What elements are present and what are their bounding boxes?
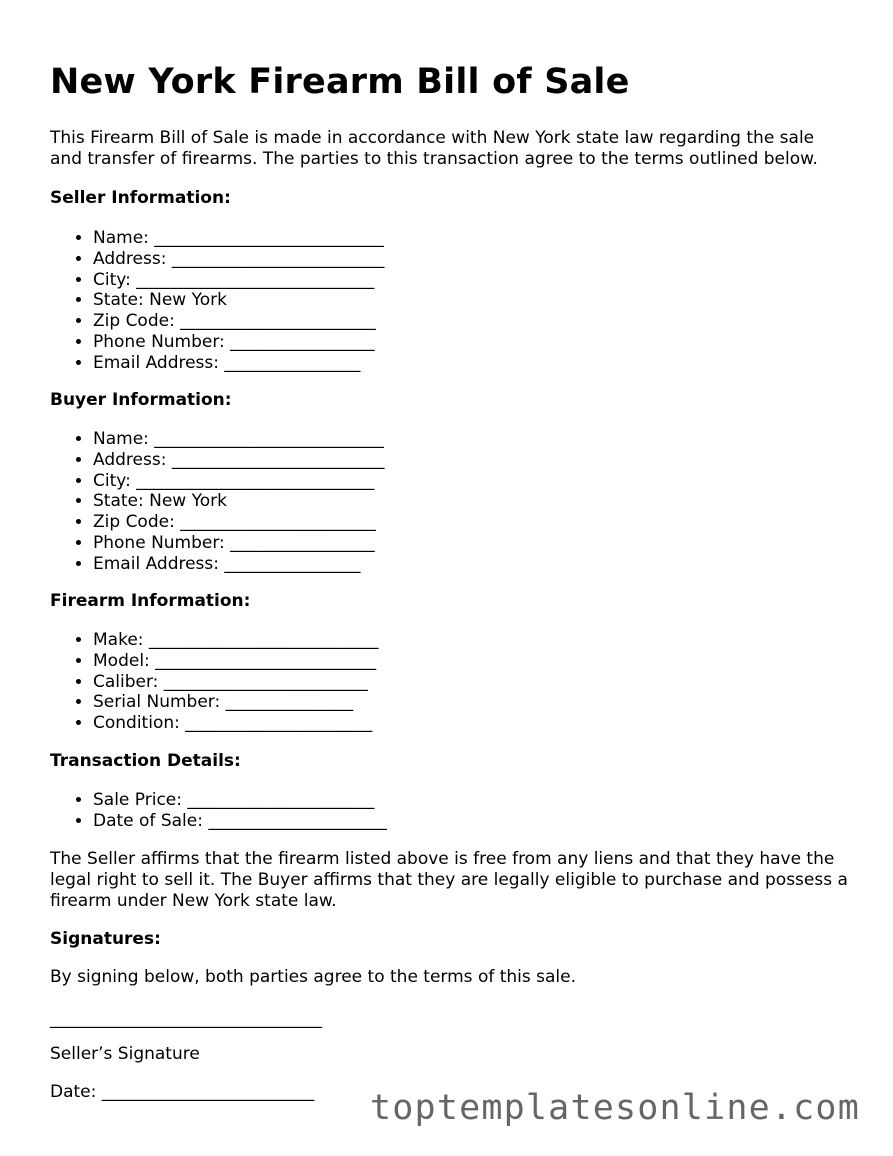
buyer-email-field: • Email Address: ________________ [93,554,384,575]
document-title: New York Firearm Bill of Sale [50,62,630,102]
buyer-address-field: • Address: _________________________ [93,450,384,471]
seller-signature-line: ________________________________ [50,1009,322,1029]
seller-name-field: • Name: ___________________________ [93,228,384,249]
signatures-heading: Signatures: [50,929,161,949]
sale-price-field: • Sale Price: ______________________ [93,790,387,811]
seller-state-field: • State: New York [93,290,384,311]
firearm-field-list [50,630,378,734]
seller-phone-field: • Phone Number: _________________ [93,332,384,353]
buyer-heading: Buyer Information: [50,390,232,410]
signing-statement: By signing below, both parties agree to the terms of this sale. [50,967,577,987]
intro-paragraph: This Firearm Bill of Sale is made in accordance with New York state law regarding the sale and transfer of firearms. The parties to this transaction agree to the terms outlined below. [50,128,818,169]
buyer-field-list [50,429,384,575]
buyer-city-field: • City: ____________________________ [93,471,384,492]
sale-date-field: • Date of Sale: _____________________ [93,811,387,832]
firearm-caliber-field: • Caliber: ________________________ [93,672,378,693]
buyer-zip-field: • Zip Code: _______________________ [93,512,384,533]
seller-email-field: • Email Address: ________________ [93,353,384,374]
seller-heading: Seller Information: [50,188,231,208]
seller-city-field: • City: ____________________________ [93,270,384,291]
firearm-make-field: • Make: ___________________________ [93,630,378,651]
seller-address-field: • Address: _________________________ [93,249,384,270]
buyer-state-field: • State: New York [93,491,384,512]
signature-date-field: Date: _________________________ [50,1082,315,1102]
firearm-model-field: • Model: __________________________ [93,651,378,672]
buyer-phone-field: • Phone Number: _________________ [93,533,384,554]
transaction-heading: Transaction Details: [50,751,241,771]
transaction-field-list [50,790,387,832]
buyer-name-field: • Name: ___________________________ [93,429,384,450]
firearm-serial-field: • Serial Number: _______________ [93,692,378,713]
seller-signature-label: Seller’s Signature [50,1044,200,1064]
seller-field-list [50,228,384,374]
firearm-condition-field: • Condition: ______________________ [93,713,378,734]
firearm-heading: Firearm Information: [50,591,251,611]
affirmation-paragraph: The Seller affirms that the firearm listed above is free from any liens and that they have the legal right to sell it. The Buyer affirms that they are legally eligible to purchase and possess a firearm under New York state law. [50,849,848,911]
seller-zip-field: • Zip Code: _______________________ [93,311,384,332]
site-watermark: toptemplatesonline.com [370,1088,860,1128]
